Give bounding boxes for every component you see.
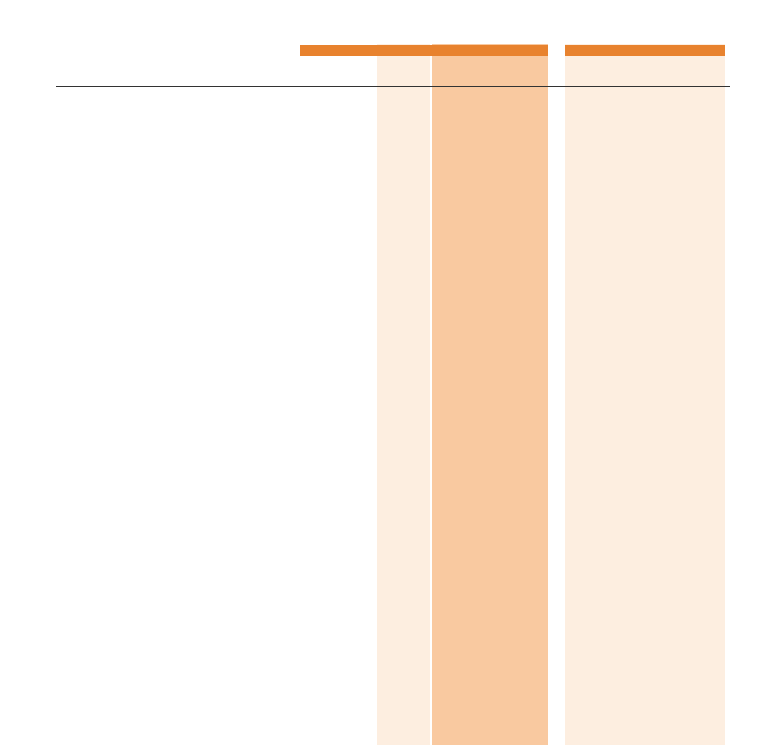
year-header-right [565, 45, 725, 56]
year-header-left [300, 45, 548, 56]
table-top-rule [56, 86, 730, 87]
differences-column-band [565, 44, 725, 745]
estimates-column-band [377, 44, 430, 745]
projections-column-band [432, 44, 548, 745]
